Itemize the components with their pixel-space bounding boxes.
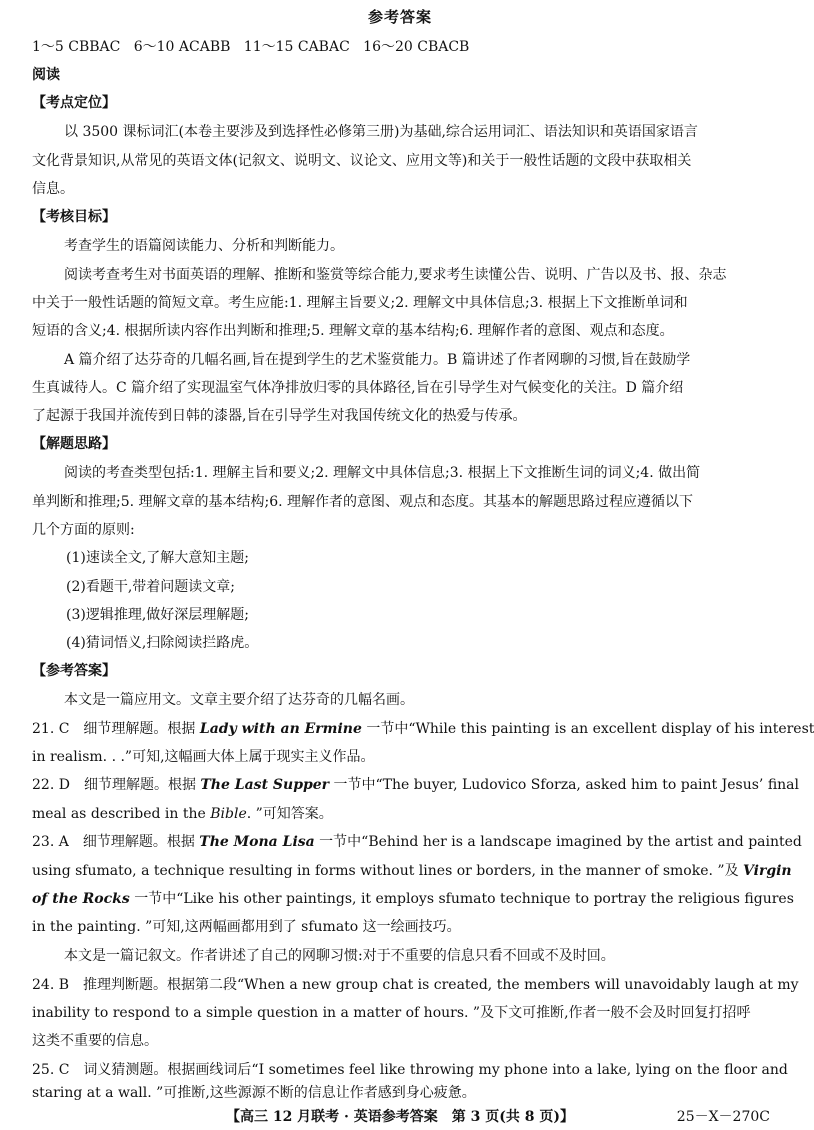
answer-group-1: 1～5 CBBAC (32, 39, 121, 55)
jieti-step: (1)速读全文,了解大意知主题; (66, 550, 249, 566)
answer-group-2: 6～10 ACABB (133, 39, 231, 55)
q23-title-2a: Virgin (743, 863, 792, 879)
jieti-step: (3)逻辑推理,做好深层理解题; (66, 607, 249, 623)
footer-code: 25－X－270C (676, 1109, 770, 1125)
jieti-line: 单判断和推理;5. 理解文章的基本结构;6. 理解作者的意图、观点和态度。其基本的解题思路过程应遵循以下 (32, 494, 694, 510)
q24-line-2: inability to respond to a simple question in a matter of hours. ”及下文可推断,作者一般不会及时回复打招呼 (32, 1005, 751, 1021)
heading-cankao: 【参考答案】 (32, 663, 116, 679)
kaohe-line: A 篇介绍了达芬奇的几幅名画,旨在提到学生的艺术鉴赏能力。B 篇讲述了作者网聊的习惯,旨在鼓励学 (64, 352, 691, 368)
q23-line-1: 23. A 细节理解题。根据 The Mona Lisa 一节中“Behind her is a landscape imagined by the artist and painted (32, 834, 802, 850)
kaohe-line: 中关于一般性话题的简短文章。考生应能:1. 理解主旨要义;2. 理解文中具体信息;3. 根据上下文推断单词和 (32, 295, 688, 311)
kaohe-line: 阅读考查考生对书面英语的理解、推断和鉴赏等综合能力,要求考生读懂公告、说明、广告以及书、报、杂志 (64, 267, 727, 283)
q21-title: Lady with an Ermine (199, 721, 362, 737)
q22-bible: Bible (210, 806, 247, 822)
jieti-line: 几个方面的原则: (32, 522, 135, 538)
q24-line-1: 24. B 推理判断题。根据第二段“When a new group chat is created, the members will unavoidably laugh at my (32, 977, 799, 993)
section-reading: 阅读 (32, 67, 60, 83)
kaohe-line: 短语的含义;4. 根据所读内容作出判断和推理;5. 理解文章的基本结构;6. 理解作者的意图、观点和态度。 (32, 323, 674, 339)
jieti-step: (4)猜词悟义,扫除阅读拦路虎。 (66, 635, 259, 651)
q24-line-3: 这类不重要的信息。 (32, 1033, 158, 1049)
kaohe-line: 了起源于我国并流传到日韩的漆器,旨在引导学生对我国传统文化的热爱与传承。 (32, 408, 527, 424)
page-title: 参考答案 (367, 8, 432, 26)
jieti-step: (2)看题干,带着问题读文章; (66, 579, 235, 595)
q22-line-2: meal as described in the Bible. ”可知答案。 (32, 806, 333, 822)
kaodian-line: 文化背景知识,从常见的英语文体(记叙文、说明文、议论文、应用文等)和关于一般性话题的文段中获取相关 (32, 153, 692, 169)
heading-kaohe: 【考核目标】 (32, 209, 116, 225)
q23-line-2: using sfumato, a technique resulting in forms without lines or borders, in the manner of smoke. ”及 Virgin (32, 863, 792, 879)
q23-title-2b: of the Rocks (32, 891, 130, 907)
jieti-line: 阅读的考查类型包括:1. 理解主旨和要义;2. 理解文中具体信息;3. 根据上下文推断生词的词义;4. 做出简 (64, 465, 701, 481)
kaodian-line: 以 3500 课标词汇(本卷主要涉及到选择性必修第三册)为基础,综合运用词汇、语法知识和英语国家语言 (64, 124, 698, 140)
q25-line-2: staring at a wall. ”可推断,这些源源不断的信息让作者感到身心疲惫。 (32, 1085, 476, 1101)
q21-line-1: 21. C 细节理解题。根据 Lady with an Ermine 一节中“While this painting is an excellent display of his interest (32, 721, 814, 737)
kaodian-line: 信息。 (32, 181, 74, 197)
kaohe-line: 考查学生的语篇阅读能力、分析和判断能力。 (64, 238, 344, 254)
q21-line-2: in realism. . .”可知,这幅画大体上属于现实主义作品。 (32, 749, 375, 765)
heading-jieti: 【解题思路】 (32, 436, 116, 452)
kaohe-line: 生真诚待人。C 篇介绍了实现温室气体净排放归零的具体路径,旨在引导学生对气候变化的关注。D 篇介绍 (32, 380, 684, 396)
answer-group-4: 16～20 CBACB (363, 39, 470, 55)
q22-line-1: 22. D 细节理解题。根据 The Last Supper 一节中“The buyer, Ludovico Sforza, asked him to paint Jesus’ final (32, 777, 799, 793)
q25-line-1: 25. C 词义猜测题。根据画线词后“I sometimes feel like throwing my phone into a lake, lying on the floor and (32, 1062, 788, 1078)
answer-summary-row (32, 38, 770, 56)
q23-line-4: in the painting. ”可知,这两幅画都用到了 sfumato 这一绘画技巧。 (32, 919, 461, 935)
answer-group-3: 11～15 CABAC (243, 39, 350, 55)
passage-b-intro: 本文是一篇记叙文。作者讲述了自己的网聊习惯:对于不重要的信息只看不回或不及时回。 (64, 948, 615, 964)
q23-line-3: of the Rocks 一节中“Like his other paintings, it employs sfumato technique to portray the religious figures (32, 891, 794, 907)
passage-a-intro: 本文是一篇应用文。文章主要介绍了达芬奇的几幅名画。 (64, 692, 414, 708)
heading-kaodian: 【考点定位】 (32, 95, 116, 111)
q23-title: The Mona Lisa (199, 834, 315, 850)
footer-title: 【高三 12 月联考 · 英语参考答案 第 3 页(共 8 页)】 (225, 1109, 575, 1125)
q22-title: The Last Supper (200, 777, 330, 793)
